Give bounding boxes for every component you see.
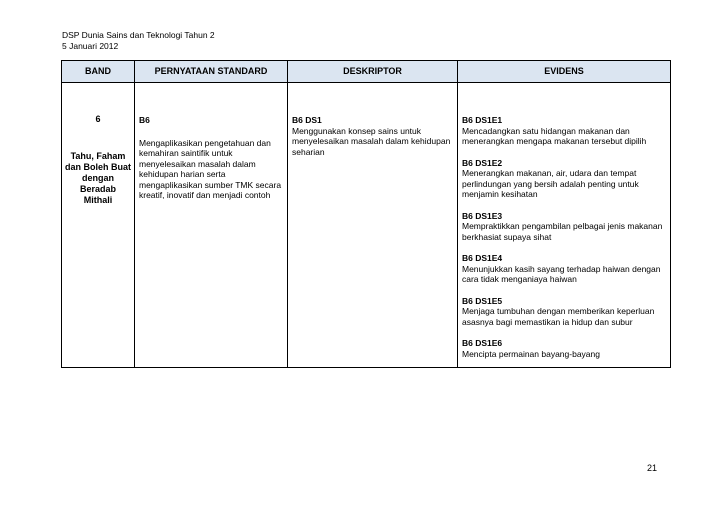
column-header-band: BAND [62,61,135,83]
page-number: 21 [647,463,658,473]
evidence-code: B6 DS1E4 [462,253,503,263]
table-header-row [62,61,671,83]
standard-text: Mengaplikasikan pengetahuan dan kemahiran saintifik untuk menyelesaikan masalah dalam kehidupan harian serta mengaplikasikan sumber TMK secara kreatif, inovatif dan menjadi contoh [139,137,282,200]
column-header-evidence: EVIDENS [458,61,671,83]
standard-cell [135,83,288,368]
descriptor-cell [288,83,458,368]
evidence-text: Menerangkan makanan, air, udara dan tempat perlindungan yang bersih adalah penting untuk menjamin kesihatan [462,168,639,199]
evidence-code: B6 DS1E6 [462,338,503,348]
band-number: 6 [95,114,101,124]
document-title: DSP Dunia Sains dan Teknologi Tahun 2 [62,30,215,40]
evidence-text: Menjaga tumbuhan dengan memberikan keperluan asasnya bagi memastikan ia hidup dan subur [462,306,655,327]
standard-code: B6 [139,115,150,125]
evidence-item [462,211,666,243]
document-header [62,30,215,52]
column-header-standard: PERNYATAAN STANDARD [135,61,288,83]
evidence-cell [458,83,671,368]
evidence-text: Mencadangkan satu hidangan makanan dan menerangkan mengapa makanan tersebut dipilih [462,125,647,146]
band-description: Tahu, Faham dan Boleh Buat dengan Beradab Mithali [65,151,132,205]
evidence-text: Mempraktikkan pengambilan pelbagai jenis makanan berkhasiat supaya sihat [462,221,663,242]
document-date: 5 Januari 2012 [62,41,119,51]
evidence-code: B6 DS1E2 [462,157,503,168]
evidence-code: B6 DS1E3 [462,210,503,221]
evidence-item [462,338,666,359]
column-header-descriptor: DESKRIPTOR [288,61,458,83]
evidence-item [462,296,666,328]
evidence-code: B6 DS1E1 [462,115,503,125]
evidence-item [462,158,666,200]
table-row [62,83,671,368]
descriptor-code: B6 DS1 [292,115,322,125]
evidence-item [462,253,666,285]
descriptor-text: Menggunakan konsep sains untuk menyelesaikan masalah dalam kehidupan seharian [292,125,451,157]
evidence-text: Menunjukkan kasih sayang terhadap haiwan dengan cara tidak menganiaya haiwan [462,263,661,284]
standard-table [61,60,671,368]
evidence-code: B6 DS1E5 [462,295,503,306]
evidence-item [462,115,666,147]
band-cell [62,83,135,368]
evidence-text: Mencipta permainan bayang-bayang [462,348,600,359]
